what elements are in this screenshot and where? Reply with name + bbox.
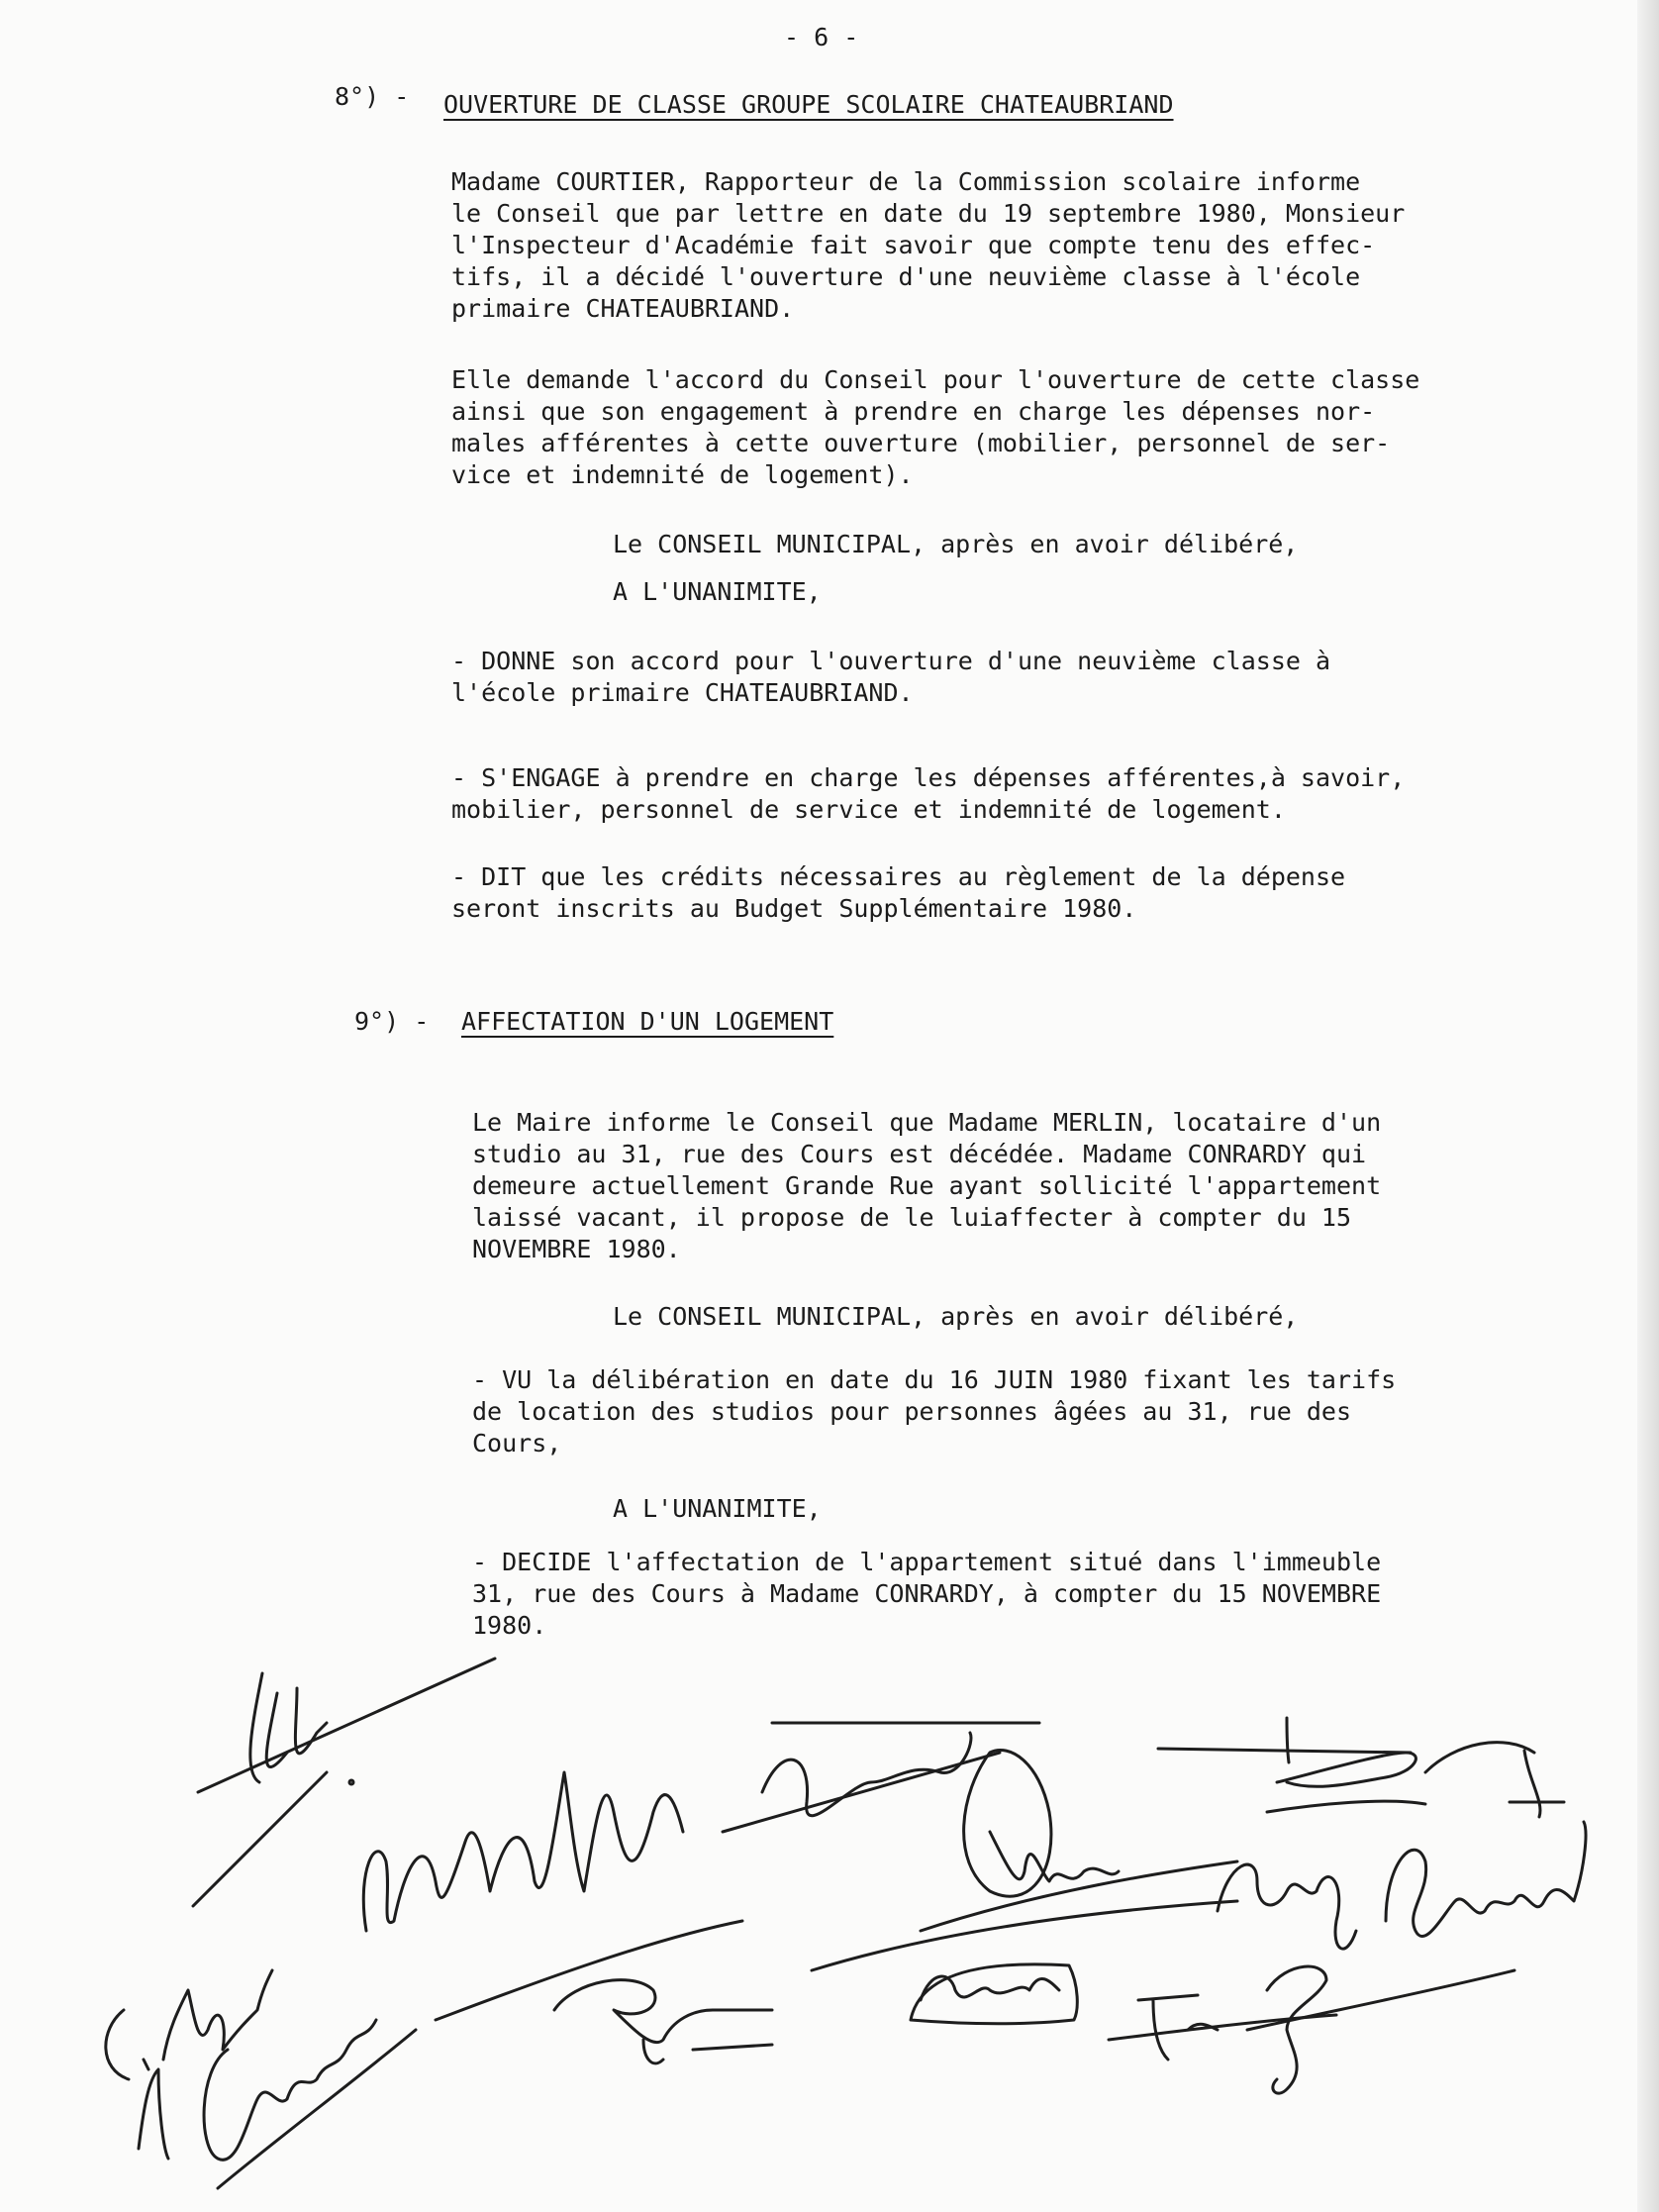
section-9-item-decide: - DECIDE l'affectation de l'appartement situé dans l'immeuble 31, rue des Cours à Madame CONRARDY, à compter du 15 NOVEMBRE 1980. [472, 1548, 1382, 1640]
section-9-unanimity: A L'UNANIMITE, [613, 1494, 822, 1523]
signature-9 [554, 1980, 772, 2063]
section-8-number: 8°) - [335, 82, 410, 111]
section-8-item-dit: - DIT que les crédits nécessaires au règlement de la dépense seront inscrits au Budget Supplémentaire 1980. [451, 862, 1346, 923]
signature-4 [1158, 1718, 1564, 1817]
section-9-title: AFFECTATION D'UN LOGEMENT [461, 1007, 834, 1036]
section-8-item-donne: - DONNE son accord pour l'ouverture d'une neuvième classe à l'école primaire CHATEAUBRIAND. [451, 647, 1331, 707]
signature-2 [363, 1772, 683, 1931]
section-9-paragraph-1: Le Maire informe le Conseil que Madame MERLIN, locataire d'un studio au 31, rue des Cours est décédée. Madame CONRARDY qui demeure actuellement Grande Rue ayant sollicité l'appartement laissé vacant, il propose de le luiaffecter à compter du 15 NOVEMBRE 1980. [472, 1108, 1382, 1263]
signature-10 [911, 1964, 1077, 2024]
section-8-unanimity: A L'UNANIMITE, [613, 577, 822, 606]
section-8-paragraph-2: Elle demande l'accord du Conseil pour l'ouverture de cette classe ainsi que son engagement à prendre en charge les dépenses nor- males afférentes à cette ouverture (mobilier, personnel de ser- vice et indemnité de logement). [451, 365, 1420, 489]
signature-1 [193, 1659, 495, 1906]
section-8-council-statement: Le CONSEIL MUNICIPAL, après en avoir délibéré, [613, 530, 1299, 558]
section-8-item-engage: - S'ENGAGE à prendre en charge les dépenses afférentes,à savoir, mobilier, personnel de service et indemnité de logement. [451, 763, 1406, 824]
signature-7 [106, 1970, 272, 2079]
section-8-paragraph-1: Madame COURTIER, Rapporteur de la Commission scolaire informe le Conseil que par lettre en date du 19 septembre 1980, Monsieur l'Inspecteur d'Académie fait savoir que compte tenu des effec- tifs, il a décidé l'ouverture d'une neuvième classe à l'école primaire CHATEAUBRIAND. [451, 167, 1406, 323]
signature-3 [723, 1723, 1039, 1832]
section-9-number: 9°) - [354, 1007, 430, 1036]
signatures-area [0, 1634, 1659, 2212]
section-9-council-statement: Le CONSEIL MUNICIPAL, après en avoir délibéré, [613, 1302, 1299, 1331]
signature-8 [139, 1921, 742, 2188]
section-8-title: OUVERTURE DE CLASSE GROUPE SCOLAIRE CHATEAUBRIAND [443, 90, 1174, 119]
signature-6 [1218, 1822, 1586, 1949]
section-9-item-vu: - VU la délibération en date du 16 JUIN 1980 fixant les tarifs de location des studios pour personnes âgées au 31, rue des Cours, [472, 1365, 1397, 1458]
signature-11 [1109, 1966, 1514, 2093]
page-number: - 6 - [784, 23, 859, 51]
